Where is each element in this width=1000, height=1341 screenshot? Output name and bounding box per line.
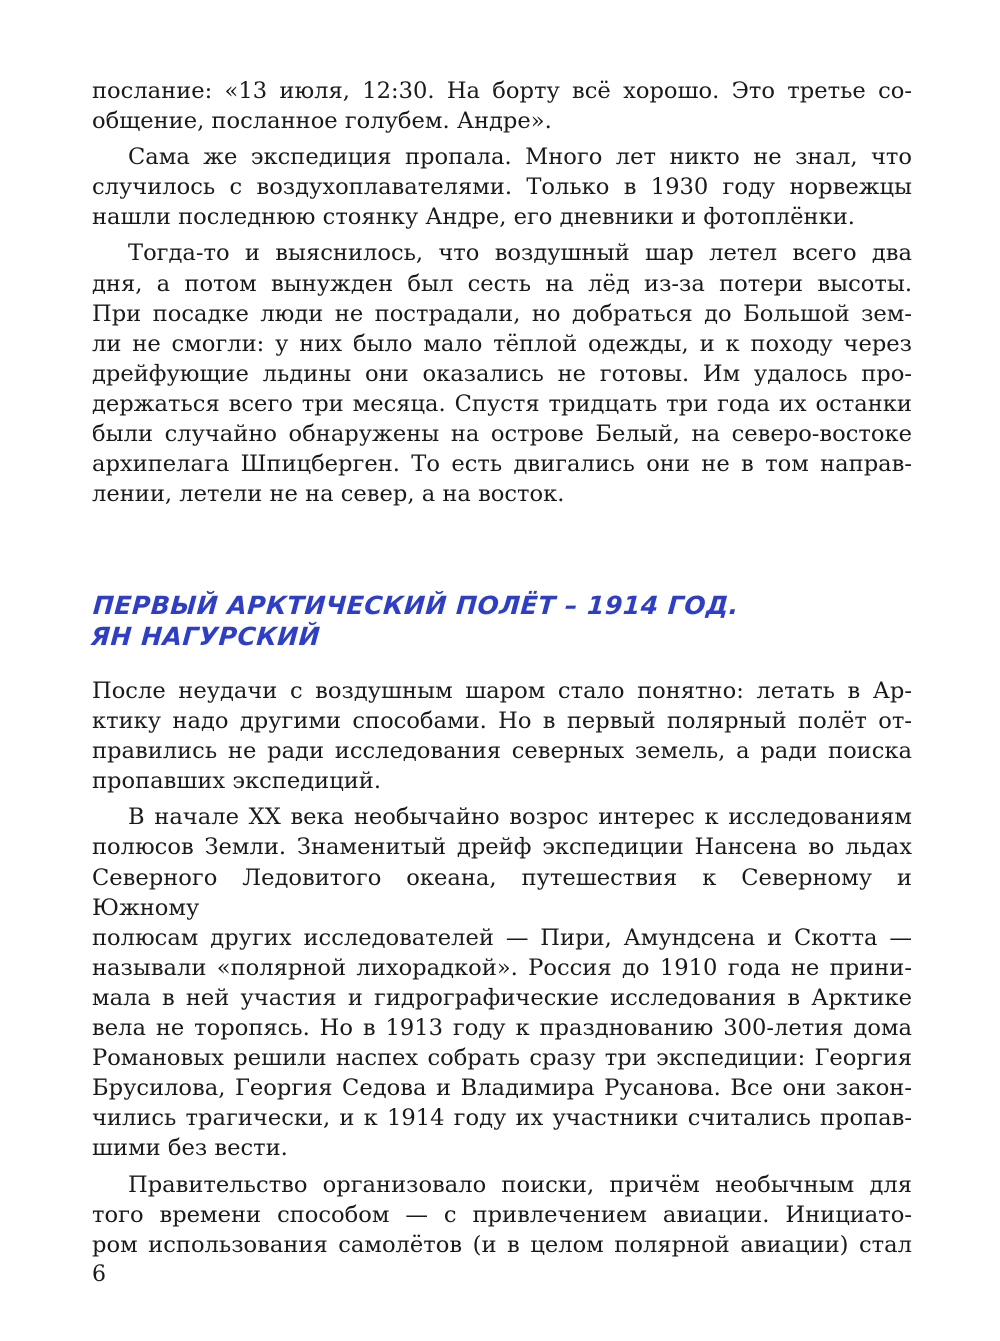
text-line: архипелага Шпицберген. То есть двигались они не в том направ- xyxy=(92,451,912,478)
heading-line-1: ПЕРВЫЙ АРКТИЧЕСКИЙ ПОЛЁТ – 1914 ГОД. xyxy=(92,591,740,620)
text-line: дня, а потом вынужден был сесть на лёд из-за потери высоты. xyxy=(92,270,912,297)
text-line: послание: «13 июля, 12:30. На борту всё хорошо. Это третье со- xyxy=(92,78,912,104)
text-line: Тогда-то и выяснилось, что воздушный шар летел всего два xyxy=(128,240,912,267)
text-line: держаться всего три месяца. Спустя тридцать три года их останки xyxy=(92,390,912,417)
text-line: чились трагически, и к 1914 году их участники считались пропав- xyxy=(92,1105,912,1132)
paragraph xyxy=(92,76,912,136)
text-line: лении, летели не на север, а на восток. xyxy=(92,481,565,508)
text-line: полюсам других исследователей — Пири, Амундсена и Скотта — xyxy=(92,924,912,951)
text-line: Северного Ледовитого океана, путешествия к Северному и Южному xyxy=(92,864,912,921)
text-line: При посадке люди не пострадали, но добраться до Большой зем- xyxy=(92,300,912,327)
paragraph xyxy=(92,676,912,796)
text-line: случилось с воздухоплавателями. Только в 1930 году норвежцы xyxy=(92,174,912,201)
text-line: Правительство организовало поиски, причём необычным для xyxy=(128,1171,912,1198)
text-line: того времени способом — с привлечением авиации. Инициато- xyxy=(92,1201,912,1228)
text-line: Сама же экспедиция пропала. Много лет никто не знал, что xyxy=(128,144,912,171)
text-line: нашли последнюю стоянку Андре, его дневники и фотоплёнки. xyxy=(92,204,855,231)
text-line: Брусилова, Георгия Седова и Владимира Русанова. Все они закон- xyxy=(92,1075,912,1102)
section-heading xyxy=(90,590,914,652)
text-line: дрейфующие льдины они оказались не готовы. Им удалось про- xyxy=(92,360,912,387)
text-line: мала в ней участия и гидрографические исследования в Арктике xyxy=(92,984,912,1011)
text-line: называли «полярной лихорадкой». Россия до 1910 года не прини- xyxy=(92,954,912,981)
page-number: 6 xyxy=(92,1262,106,1287)
text-line: шими без вести. xyxy=(92,1135,288,1162)
text-line: ром использования самолётов (и в целом полярной авиации) стал xyxy=(92,1231,912,1258)
paragraph xyxy=(92,238,912,509)
text-line: были случайно обнаружены на острове Белый, на северо-востоке xyxy=(92,421,912,448)
text-line: Романовых решили наспех собрать сразу три экспедиции: Георгия xyxy=(92,1045,912,1072)
text-line: вела не торопясь. Но в 1913 году к празднованию 300-летия дома xyxy=(92,1015,912,1042)
section-1-body xyxy=(92,76,912,509)
text-line: правились не ради исследования северных земель, а ради поиска xyxy=(92,738,912,765)
text-line: ли не смогли: у них было мало тёплой одежды, и к походу через xyxy=(92,330,912,357)
text-line: общение, посланное голубем. Андре». xyxy=(92,108,552,135)
section-2-body xyxy=(92,676,912,1260)
text-line: ктику надо другими способами. Но в первый полярный полёт от- xyxy=(92,708,912,735)
text-line: полюсов Земли. Знаменитый дрейф экспедиции Нансена во льдах xyxy=(92,834,912,861)
heading-line-2: ЯН НАГУРСКИЙ xyxy=(89,622,322,651)
text-line: В начале XX века необычайно возрос интерес к исследованиям xyxy=(128,804,912,831)
paragraph xyxy=(92,1170,912,1260)
paragraph xyxy=(92,802,912,1163)
text-line: пропавших экспедиций. xyxy=(92,768,382,795)
paragraph xyxy=(92,142,912,232)
text-line: После неудачи с воздушным шаром стало понятно: летать в Ар- xyxy=(92,678,912,704)
